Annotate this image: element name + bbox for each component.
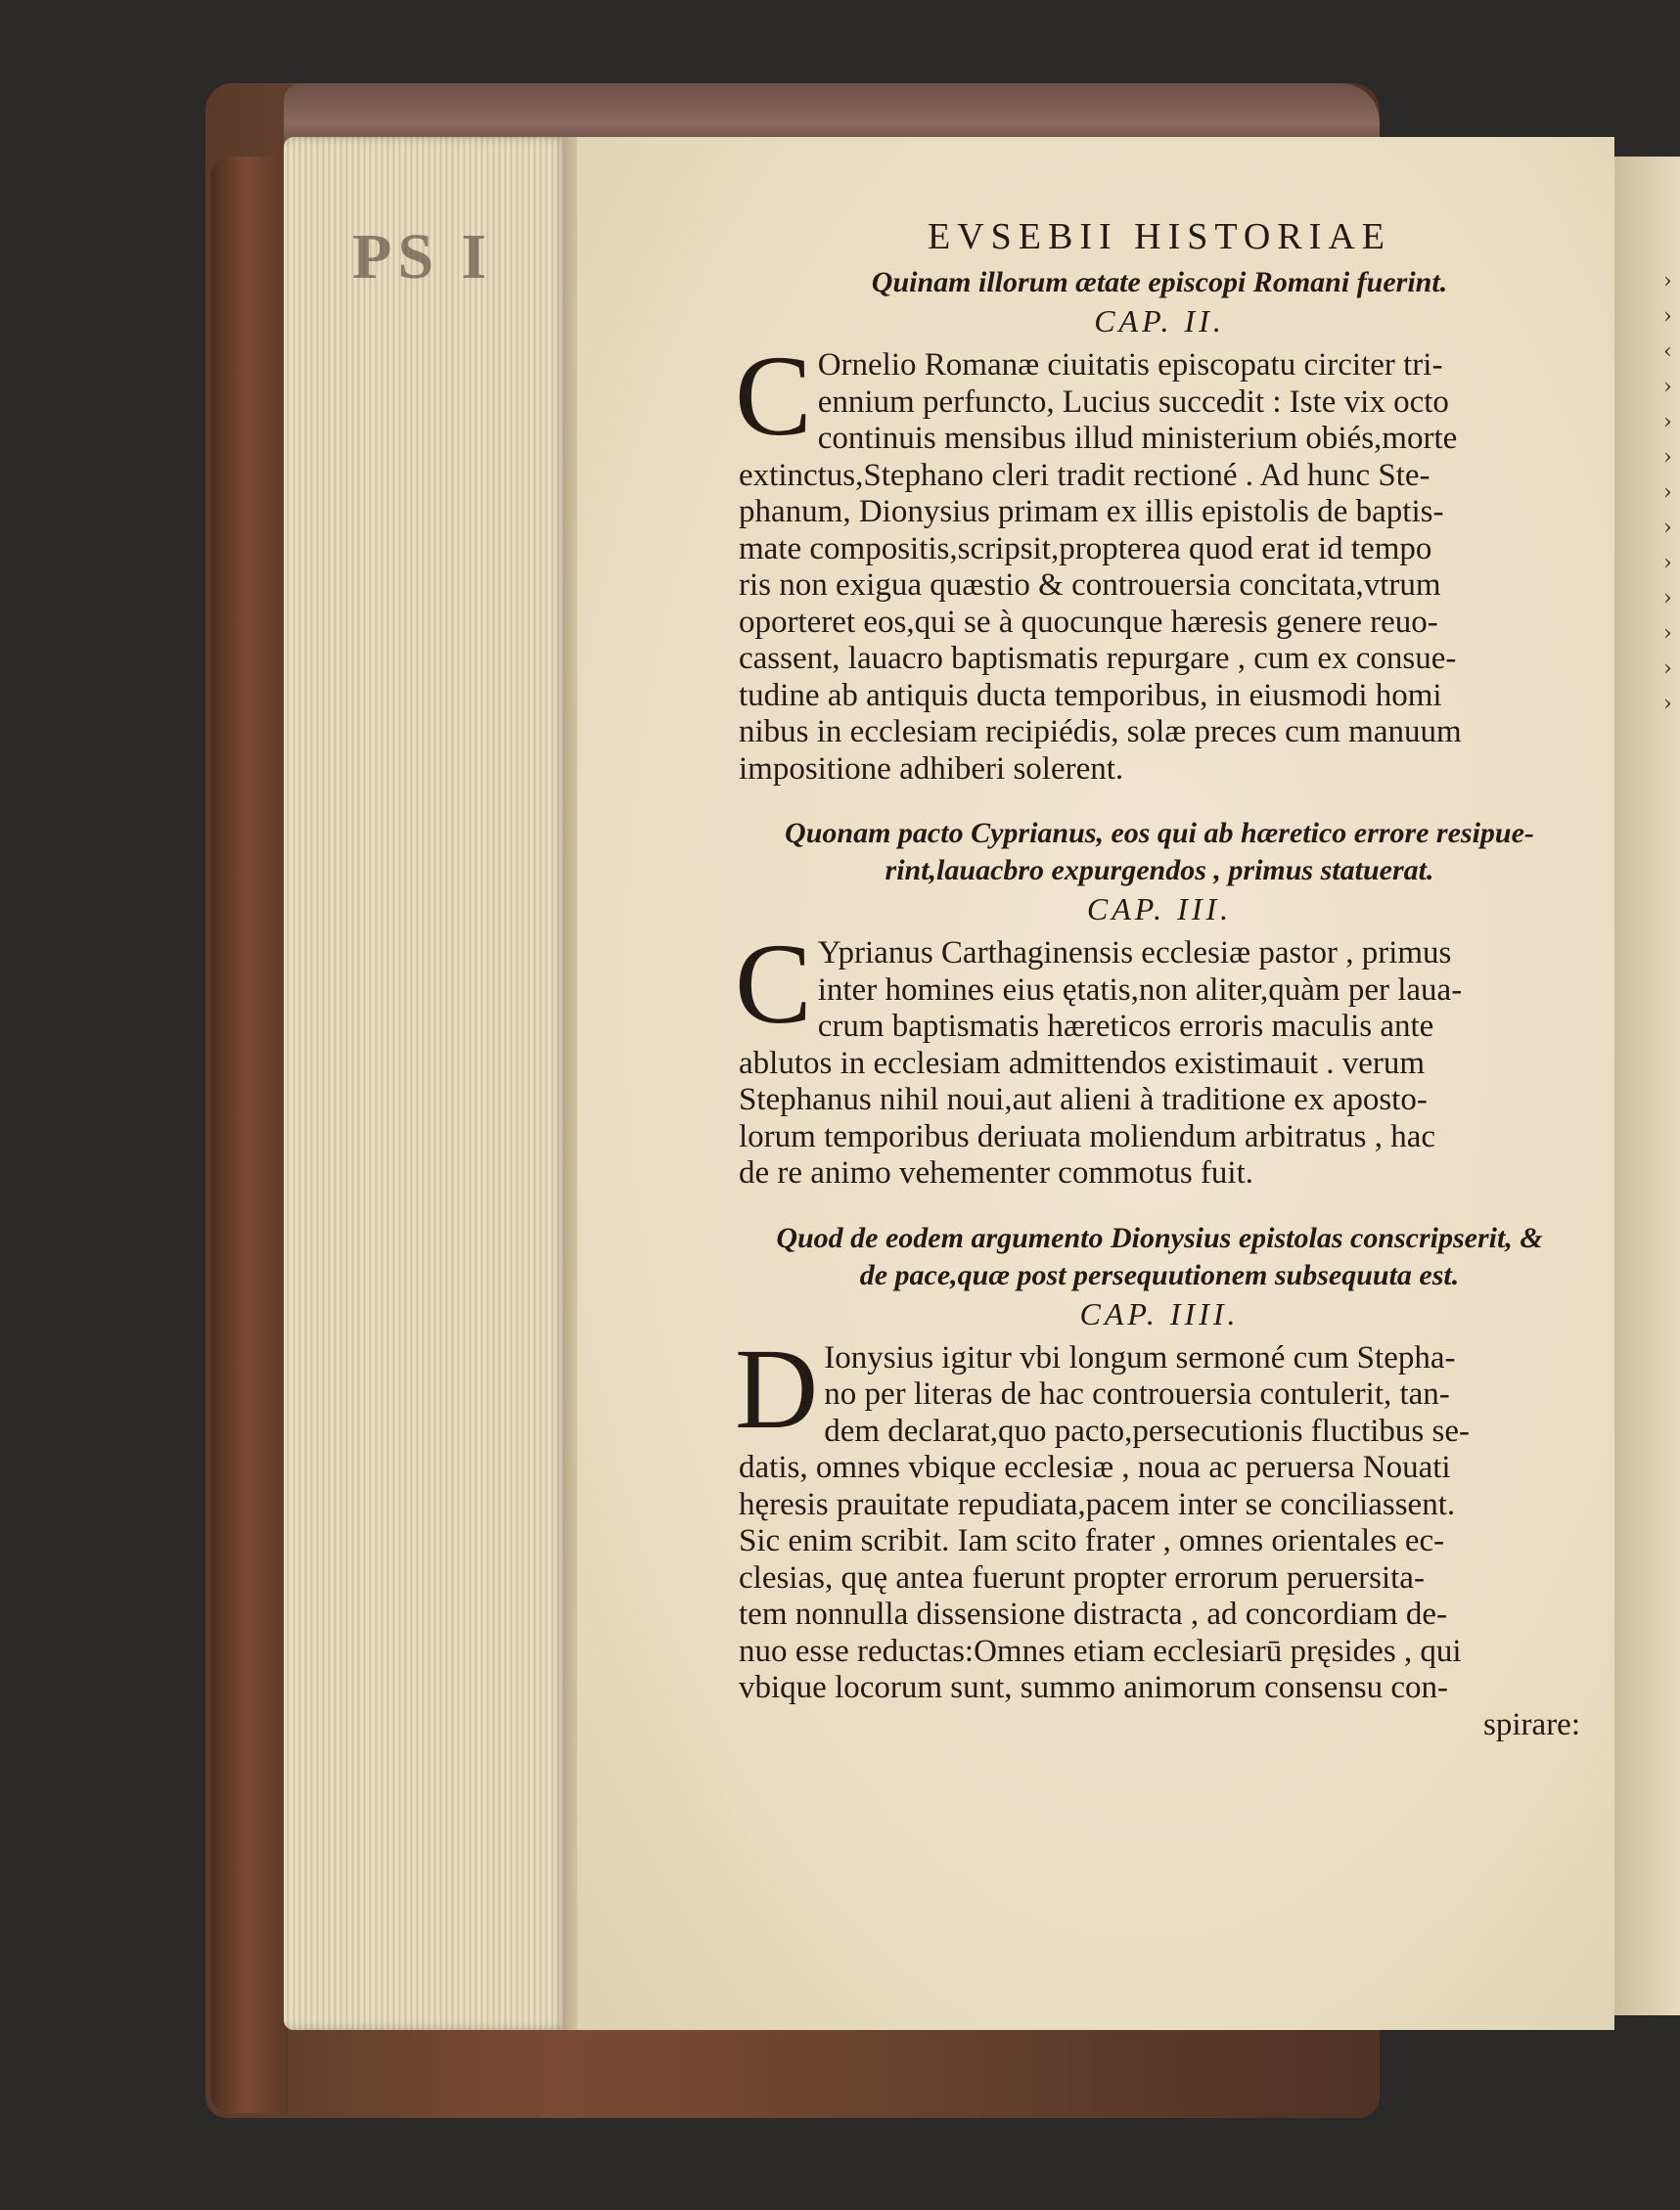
text-line: de re animo vehementer commotus fuit.: [739, 1155, 1254, 1191]
text-line: Ionysius igitur vbi longum sermoné cum Stepha-: [824, 1339, 1456, 1376]
text-line: ablutos in ecclesiam admittendos existimauit . verum: [739, 1045, 1426, 1081]
chapter-paragraph: [735, 332, 1580, 788]
facing-page-marks: › › ‹ › › › › › › › › › ›: [1663, 269, 1672, 716]
chapter-heading-line: de pace,quæ post persequutionem subsequuta est.: [859, 1258, 1460, 1291]
chapter-paragraph: [735, 920, 1580, 1193]
chapter-section: [735, 264, 1580, 788]
text-line: lorum temporibus deriuata moliendum arbitratus , hac: [739, 1118, 1436, 1154]
text-line: no per literas de hac controuersia contulerit, tan-: [824, 1376, 1450, 1412]
chapter-number: CAP. III.: [1086, 891, 1233, 926]
chapter-heading-line: Quonam pacto Cyprianus, eos qui ab hæretico errore resipue-: [785, 817, 1534, 849]
text-line: Sic enim scribit. Iam scito frater , omnes orientales ec-: [739, 1523, 1445, 1558]
text-line: impositione adhiberi solerent.: [739, 750, 1124, 787]
chapter-heading-line: rint,lauacbro expurgendos , primus statuerat.: [885, 854, 1434, 886]
chapter-number: CAP. IIII.: [1079, 1295, 1240, 1331]
text-line: crum baptismatis hæreticos erroris maculis ante: [817, 1009, 1434, 1044]
text-line: cassent, lauacro baptismatis repurgare , cum ex consue-: [739, 641, 1457, 676]
text-line: nuo esse reductas:Omnes etiam ecclesiarū pręsides , qui: [739, 1633, 1462, 1669]
text-line: extinctus,Stephano cleri tradit rectioné . Ad hunc Ste-: [739, 457, 1430, 493]
text-line: ris non exigua quæstio & controuersia concitata,vtrum: [739, 567, 1441, 603]
text-line: spirare:: [1483, 1706, 1580, 1742]
text-line: ennium perfuncto, Lucius succedit : Iste vix octo: [817, 383, 1449, 420]
page-content: [735, 215, 1580, 1771]
text-line: nibus in ecclesiam recipiédis, solæ preces cum manuum: [739, 714, 1462, 749]
chapter-section: [735, 1220, 1580, 1744]
text-line: datis, omnes vbique ecclesiæ , noua ac peruersa Nouati: [739, 1450, 1451, 1485]
running-head: EVSEBII HISTORIAE: [927, 216, 1391, 257]
chapter-heading-line: Quinam illorum ætate episcopi Romani fuerint.: [871, 266, 1448, 298]
text-line: Yprianus Carthaginensis ecclesiæ pastor , primus: [817, 935, 1452, 970]
text-line: tudine ab antiquis ducta temporibus, in eiusmodi homi: [739, 677, 1442, 713]
chapters: [735, 264, 1580, 1743]
text-line: mate compositis,scripsit,propterea quod erat id tempo: [739, 530, 1432, 566]
spine-lettering: PS I: [352, 221, 493, 293]
chapter-section: [735, 815, 1580, 1193]
text-line: continuis mensibus illud ministerium obiés,morte: [817, 421, 1458, 456]
text-line: vbique locorum sunt, summo animorum consensu con-: [739, 1670, 1448, 1705]
text-line: clesias, quę antea fuerunt propter errorum peruersita-: [739, 1559, 1425, 1596]
chapter-number: CAP. II.: [1094, 303, 1225, 338]
chapter-heading-line: Quod de eodem argumento Dionysius epistolas conscripserit, &: [776, 1221, 1543, 1254]
text-line: tem nonnulla dissensione distracta , ad concordiam de-: [739, 1597, 1447, 1632]
drop-cap: D: [735, 1324, 819, 1453]
page-edges: [284, 137, 568, 2030]
text-line: hęresis prauitate repudiata,pacem inter se conciliassent.: [739, 1486, 1456, 1522]
text-line: Stephanus nihil noui,aut alieni à traditione ex aposto-: [739, 1082, 1428, 1117]
text-line: inter homines eius ętatis,non aliter,quàm per laua-: [817, 971, 1463, 1008]
chapter-paragraph: [735, 1324, 1580, 1744]
text-line: dem declarat,quo pacto,persecutionis fluctibus se-: [824, 1413, 1470, 1449]
text-line: oporteret eos,qui se à quocunque hæresis genere reuo-: [739, 604, 1438, 640]
text-line: phanum, Dionysius primam ex illis epistolis de baptis-: [739, 494, 1444, 529]
book-spine: [210, 157, 289, 2113]
text-line: Ornelio Romanæ ciuitatis episcopatu circiter tri-: [817, 347, 1443, 383]
drop-cap: C: [735, 332, 812, 460]
drop-cap: C: [735, 920, 812, 1048]
